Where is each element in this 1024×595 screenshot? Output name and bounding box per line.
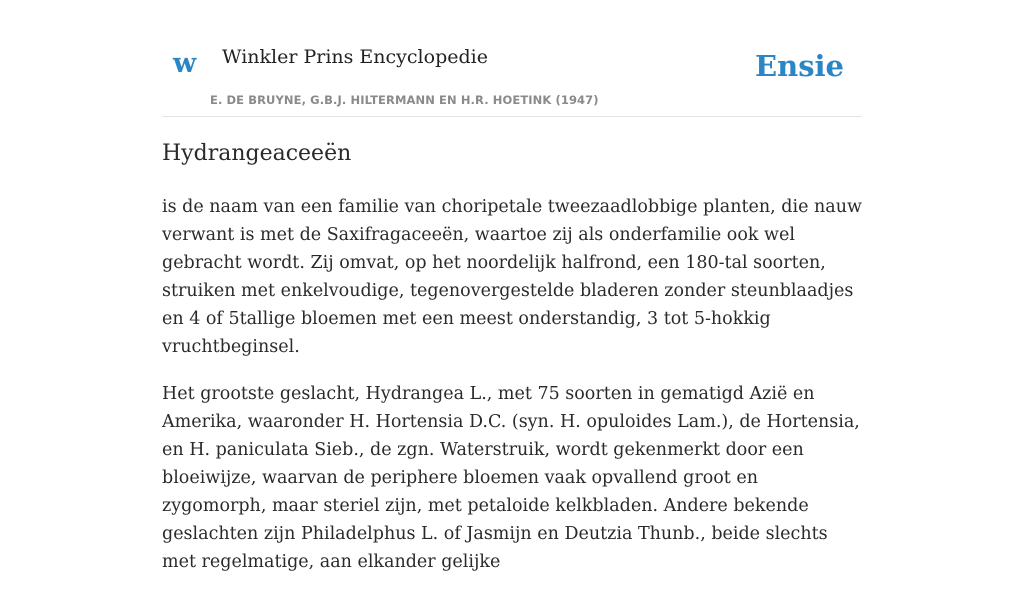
article-title: Hydrangeaceeën [162,141,352,166]
publication-title[interactable]: Winkler Prins Encyclopedie [222,46,488,68]
publication-logo[interactable]: w [173,48,197,79]
article-paragraph: is de naam van een familie van choripetale tweezaadlobbige planten, die nauw verwant is met de Saxifragaceeën, waartoe zij als onderfamilie ook wel gebracht wordt. Zij omvat, op het noordelijk halfrond, een 180-tal soorten, struiken met enkelvoudige, tegenovergestelde bladeren zonder steunblaadjes en 4 of 5tallige bloemen met een meest onderstandig, 3 tot 5-hokkig vruchtbeginsel. [162,197,862,357]
ensie-brand-logo[interactable]: Ensie [755,49,844,83]
publication-authors: E. DE BRUYNE, G.B.J. HILTERMANN EN H.R. HOETINK (1947) [210,93,599,107]
article-paragraph: Het grootste geslacht, Hydrangea L., met 75 soorten in gematigd Azië en Amerika, waaronder H. Hortensia D.C. (syn. H. opuloides Lam.), de Hortensia, en H. paniculata Sieb., de zgn. Waterstruik, wordt gekenmerkt door een bloeiwijze, waarvan de periphere bloemen vaak opvallend groot en zygomorph, maar steriel zijn, met petaloide kelkbladen. Andere bekende geslachten zijn Philadelphus L. of Jasmijn en Deutzia Thunb., beide slechts met regelmatige, aan elkander gelijke [162,384,860,572]
site-header [162,0,862,117]
article-body [162,193,862,595]
